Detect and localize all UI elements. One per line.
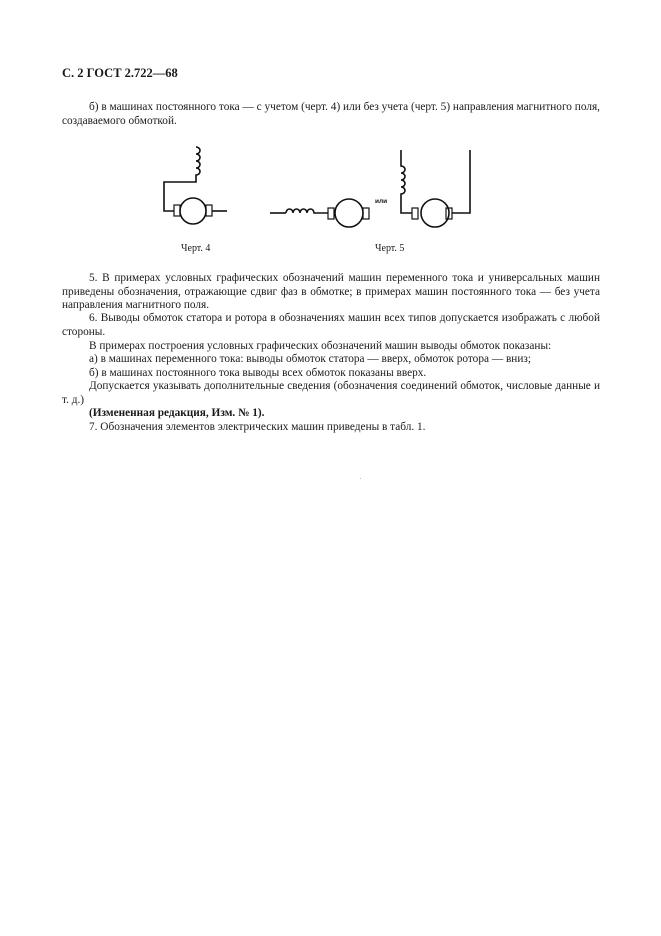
paragraph-examples: В примерах построения условных графических обозначений машин выводы обмоток показаны: bbox=[89, 340, 552, 352]
figure-5a bbox=[270, 199, 369, 227]
paragraph-7: 7. Обозначения элементов электрических машин приведены в табл. 1. bbox=[89, 421, 426, 433]
paragraph-ac-machines: а) в машинах переменного тока: выводы обмоток статора — вверх, обмоток ротора — вниз; bbox=[89, 353, 531, 365]
paragraph-dc-machines: б) в машинах постоянного тока — с учетом (черт. 4) или без учета (черт. 5) направления магнитного поля, создаваемого обмоткой. bbox=[62, 101, 600, 127]
fig4-rotor-circle bbox=[180, 198, 206, 224]
paragraph-5: 5. В примерах условных графических обозначений машин переменного тока и универсальных машин приведены обозначения, отражающие сдвиг фаз в обмотке; в примерах машин постоянного тока — без учета направления магнитного поля. bbox=[62, 272, 600, 312]
paragraph-edited: (Измененная редакция, Изм. № 1). bbox=[89, 407, 265, 419]
figures-area bbox=[0, 0, 661, 300]
fig5b-winding-coil bbox=[401, 150, 412, 213]
fig5b-lead-right bbox=[452, 150, 470, 213]
or-label: или bbox=[375, 198, 388, 205]
fig4-winding-coil bbox=[164, 147, 200, 211]
fig4-left-brush bbox=[174, 205, 180, 216]
fig4-right-brush bbox=[206, 205, 212, 216]
fig5a-rotor-circle bbox=[335, 199, 363, 227]
paragraph-dc-outputs: б) в машинах постоянного тока выводы всех обмоток показаны вверх. bbox=[89, 367, 427, 379]
figure-5-caption: Черт. 5 bbox=[375, 243, 405, 254]
page-header: С. 2 ГОСТ 2.722—68 bbox=[62, 66, 178, 80]
paragraph-6: 6. Выводы обмоток статора и ротора в обозначениях машин всех типов допускается изображать с любой стороны. bbox=[62, 312, 600, 338]
fig5a-left-brush bbox=[328, 208, 334, 219]
fig5a-winding-coil bbox=[286, 209, 328, 213]
fig5b-rotor-circle bbox=[421, 199, 449, 227]
figure-5b bbox=[401, 150, 470, 227]
figure-4-caption: Черт. 4 bbox=[181, 243, 211, 254]
fig5b-left-brush bbox=[412, 208, 418, 219]
scan-dot bbox=[360, 478, 361, 479]
fig5a-right-brush bbox=[363, 208, 369, 219]
paragraph-allowed: Допускается указывать дополнительные сведения (обозначения соединений обмоток, числовые данные и т. д.) bbox=[62, 380, 600, 406]
figure-4 bbox=[164, 147, 227, 224]
